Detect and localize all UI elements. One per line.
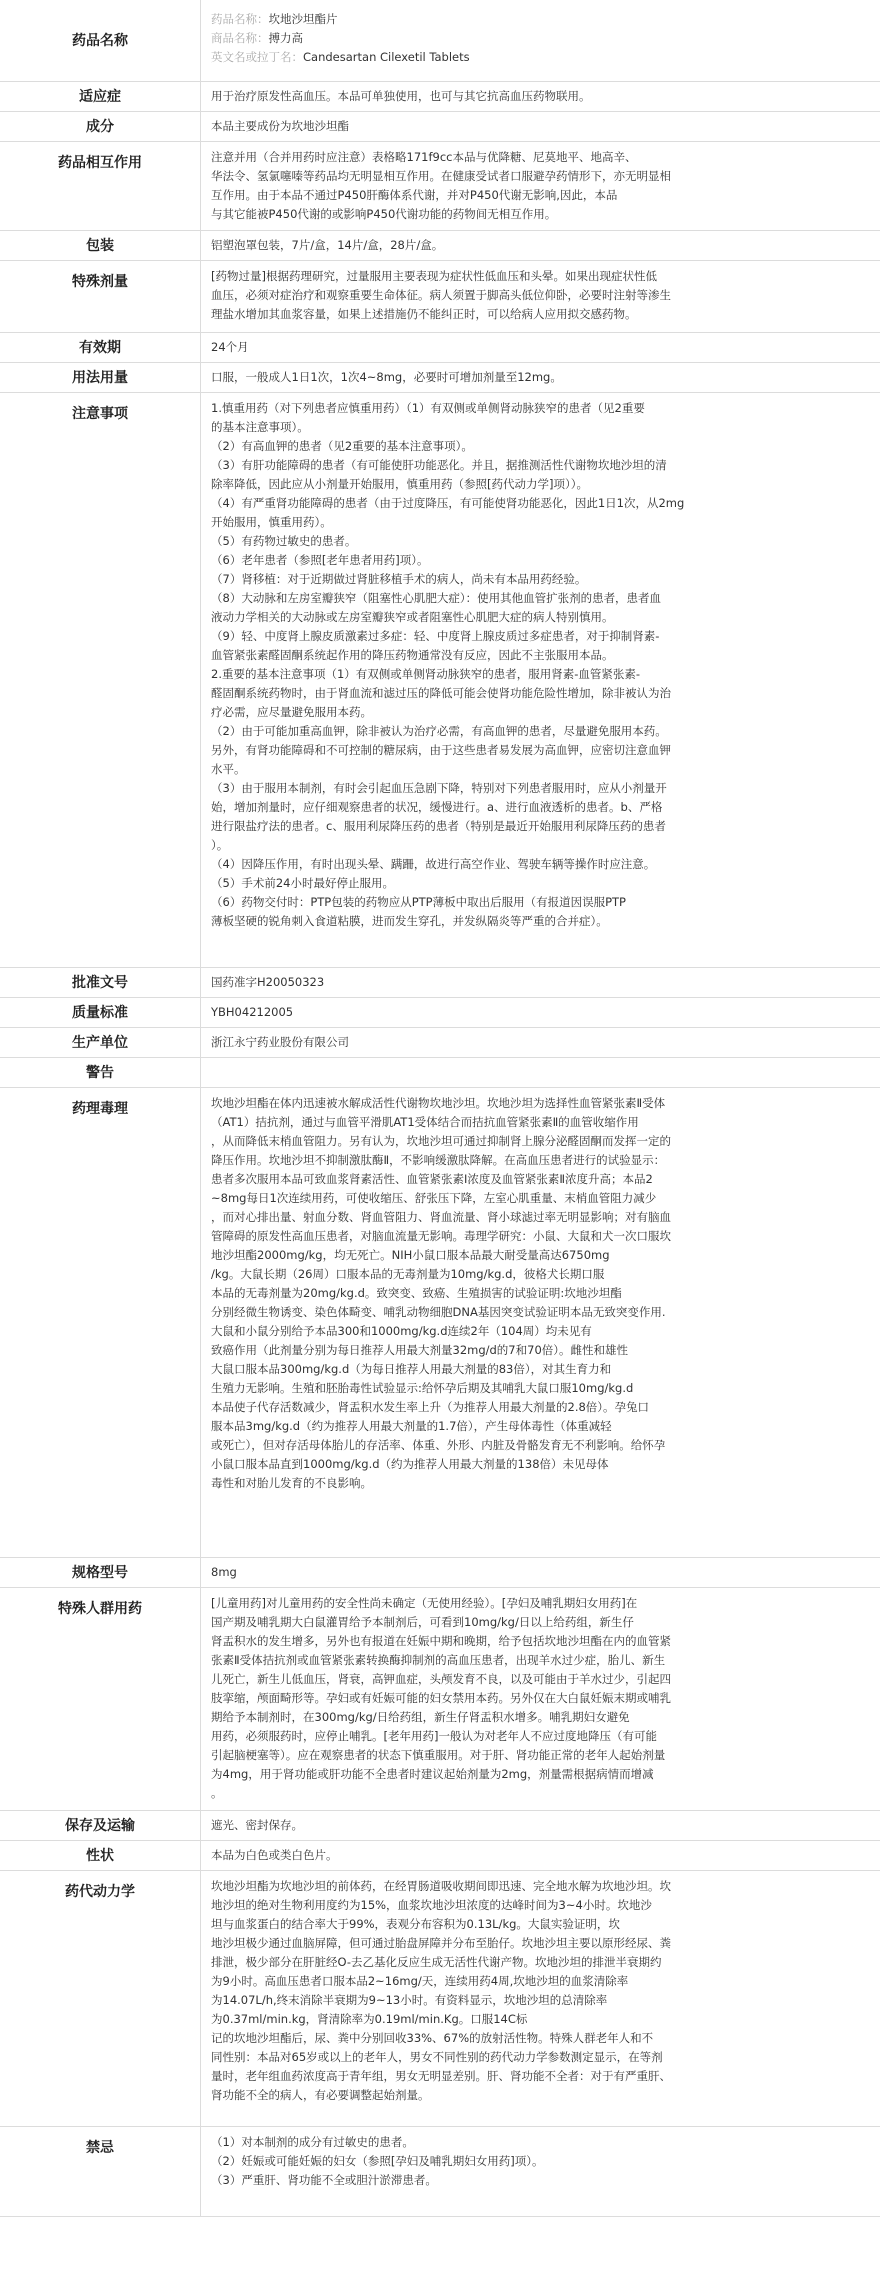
- row-content: [201, 0, 880, 81]
- content-line: 本品使子代存活数减少，肾盂积水发生率上升（为推荐人用最大剂量的2.8倍）。孕兔口: [211, 1399, 650, 1414]
- row-expiry: [0, 332, 880, 362]
- content-line: （4）有严重肾功能障碍的患者（由于过度降压，有可能使肾功能恶化，因此1日1次，从2mg: [211, 495, 685, 510]
- content-line: [药物过量]根据药理研究，过量服用主要表现为症状性低血压和头晕。如果出现症状性低: [211, 268, 657, 283]
- content-line: 除率降低，因此应从小剂量开始服用，慎重用药（参照[药代动力学]项））。: [211, 476, 588, 491]
- row-quality-standard: [0, 997, 880, 1027]
- row-content: [201, 997, 880, 1027]
- row-label: 特殊剂量: [0, 260, 201, 332]
- content-line: 为0.37ml/min.kg，肾清除率为0.19ml/min.Kg。口服14C标: [211, 2011, 528, 2026]
- content-line: ，而对心排出量、射血分数、肾血管阻力、肾血流量、肾小球滤过率无明显影响；对有脑血: [211, 1209, 671, 1224]
- row-label: 保存及运输: [0, 1810, 201, 1840]
- row-pharmacokinetics: [0, 1870, 880, 2126]
- row-content: [201, 230, 880, 260]
- content-line: 国药准字H20050323: [211, 974, 325, 989]
- row-content: [201, 1087, 880, 1557]
- content-line: （2）有高血钾的患者（见2重要的基本注意事项）。: [211, 438, 473, 453]
- content-line: 进行限盐疗法的患者。c、服用利尿降压药的患者（特别是最近开始服用利尿降压药的患者: [211, 818, 666, 833]
- row-content: [201, 260, 880, 332]
- content-line: （4）因降压作用，有时出现头晕、蹒跚，故进行高空作业、驾驶车辆等操作时应注意。: [211, 856, 656, 871]
- row-warning: [0, 1057, 880, 1087]
- content-line: 国产期及哺乳期大白鼠灌胃给予本制剂后，可看到10mg/kg/日以上给药组，新生仔: [211, 1614, 634, 1629]
- content-line: （2）妊娠或可能妊娠的妇女（参照[孕妇及哺乳期妇女用药]项）。: [211, 2153, 544, 2168]
- row-appearance: [0, 1840, 880, 1870]
- content-line: 薄板坚硬的锐角刺入食道粘膜，进而发生穿孔，并发纵隔炎等严重的合并症）。: [211, 913, 608, 928]
- trade-name-line: [211, 29, 866, 48]
- content-line: 为9小时。高血压患者口服本品2~16mg/天，连续用药4周,坎地沙坦的血浆清除率: [211, 1973, 629, 1988]
- content-line: 24个月: [211, 339, 249, 354]
- content-line: 期给予本制剂时，在300mg/kg/日给药组，新生仔肾盂积水增多。哺乳期妇女避免: [211, 1709, 630, 1724]
- content-line: （8）大动脉和左房室瓣狭窄（阻塞性心肌肥大症）：使用其他血管扩张剂的患者，患者血: [211, 590, 662, 605]
- content-line: 用药，必须服药时，应停止哺乳。[老年用药]一般认为对老年人不应过度地降压（有可能: [211, 1728, 657, 1743]
- content-line: 用于治疗原发性高血压。本品可单独使用，也可与其它抗高血压药物联用。: [211, 88, 591, 103]
- row-specification: [0, 1557, 880, 1587]
- content-line: （9）轻、中度肾上腺皮质激素过多症：轻、中度肾上腺皮质过多症患者，对于抑制肾素-: [211, 628, 660, 643]
- content-line: 服本品3mg/kg.d（约为推荐人用最大剂量的1.7倍），产生母体毒性（体重减轻: [211, 1418, 612, 1433]
- content-line: 本品为白色或类白色片。: [211, 1847, 338, 1862]
- content-line: 醛固酮系统药物时，由于肾血流和滤过压的降低可能会使肾功能危险性增加，除非被认为治: [211, 685, 671, 700]
- row-content: [201, 362, 880, 392]
- row-manufacturer: [0, 1027, 880, 1057]
- row-content: [201, 332, 880, 362]
- row-ingredients: [0, 111, 880, 141]
- row-label: 包装: [0, 230, 201, 260]
- content-line: 与其它能被P450代谢的或影响P450代谢功能的药物间无相互作用。: [211, 206, 557, 221]
- row-storage: [0, 1810, 880, 1840]
- content-line: 水平。: [211, 761, 246, 776]
- content-line: 地沙坦的绝对生物利用度约为15%，血浆坎地沙坦浓度的达峰时间为3~4小时。坎地沙: [211, 1897, 652, 1912]
- content-line: （3）严重肝、肾功能不全或胆汁淤滞患者。: [211, 2172, 437, 2187]
- trade-name-value: 搏力高: [268, 31, 303, 45]
- content-line: 坎地沙坦酯在体内迅速被水解成活性代谢物坎地沙坦。坎地沙坦为选择性血管紧张素Ⅱ受体: [211, 1095, 666, 1110]
- row-content: [201, 81, 880, 111]
- row-overdose: [0, 260, 880, 332]
- content-line: 8mg: [211, 1564, 237, 1579]
- row-content: [201, 141, 880, 230]
- content-line: （2）由于可能加重高血钾，除非被认为治疗必需，有高血钾的患者，尽量避免服用本药。: [211, 723, 667, 738]
- row-package: [0, 230, 880, 260]
- content-line: 管障碍的原发性高血压患者，对脑血流量无影响。毒理学研究：小鼠、大鼠和犬一次口服坎: [211, 1228, 671, 1243]
- row-label: 药理毒理: [0, 1087, 201, 1557]
- content-line: 大鼠和小鼠分别给予本品300和1000mg/kg.d连续2年（104周）均未见有: [211, 1323, 592, 1338]
- row-indications: [0, 81, 880, 111]
- content-line: 为4mg，用于肾功能或肝功能不全患者时建议起始剂量为2mg，剂量需根据病情而增减: [211, 1766, 654, 1781]
- content-line: 或死亡），但对存活母体胎儿的存活率、体重、外形、内脏及骨骼发育无不利影响。给怀孕: [211, 1437, 666, 1452]
- content-line: 地沙坦酯2000mg/kg，均无死亡。NIH小鼠口服本品最大耐受量高达6750mg: [211, 1247, 610, 1262]
- content-line: 血压，必须对症治疗和观察重要生命体征。病人须置于脚高头低位仰卧，必要时注射等渗生: [211, 287, 671, 302]
- content-line: 引起脑梗塞等）。应在观察患者的状态下慎重服用。对于肝、肾功能正常的老年人起始剂量: [211, 1747, 666, 1762]
- content-line: （3）有肝功能障碍的患者（有可能使肝功能恶化。并且，据推测活性代谢物坎地沙坦的清: [211, 457, 667, 472]
- row-content: [201, 1870, 880, 2126]
- content-line: 量时，老年组血药浓度高于青年组，男女无明显差别。肝、肾功能不全者：对于有严重肝、: [211, 2068, 671, 2083]
- content-line: 分别经微生物诱变、染色体畸变、哺乳动物细胞DNA基因突变试验证明本品无致突变作用.: [211, 1304, 666, 1319]
- content-line: 患者多次服用本品可致血浆肾素活性、血管紧张素Ⅰ浓度及血管紧张素Ⅱ浓度升高；本品2: [211, 1171, 653, 1186]
- content-line: 毒性和对胎儿发育的不良影响。: [211, 1475, 372, 1490]
- row-label: 生产单位: [0, 1027, 201, 1057]
- row-label: 禁忌: [0, 2126, 201, 2216]
- content-line: 降压作用。坎地沙坦不抑制激肽酶Ⅱ，不影响缓激肽降解。在高血压患者进行的试验显示：: [211, 1152, 666, 1167]
- row-pharmacology: [0, 1087, 880, 1557]
- content-line: 。: [211, 1785, 223, 1800]
- row-content: [201, 111, 880, 141]
- content-line: 口服，一般成人1日1次，1次4~8mg，必要时可增加剂量至12mg。: [211, 369, 562, 384]
- row-approval-number: [0, 967, 880, 997]
- generic-name-key: 药品名称：: [211, 12, 269, 26]
- content-line: /kg。大鼠长期（26周）口服本品的无毒剂量为10mg/kg.d，彼格犬长期口服: [211, 1266, 605, 1281]
- row-label: 特殊人群用药: [0, 1587, 201, 1810]
- content-line: 致癌作用（此剂量分别为每日推荐人用最大剂量32mg/d的7和70倍）。雌性和雄性: [211, 1342, 629, 1357]
- content-line: 理盐水增加其血浆容量，如果上述措施仍不能纠正时，可以给病人应用拟交感药物。: [211, 306, 637, 321]
- row-label: 药代动力学: [0, 1870, 201, 2126]
- content-line: （AT1）拮抗剂，通过与血管平滑肌AT1受体结合而拮抗血管紧张素Ⅱ的血管收缩作用: [211, 1114, 639, 1129]
- row-contraindications: [0, 2126, 880, 2216]
- row-label: 药品名称: [0, 0, 201, 81]
- content-line: 互作用。由于本品不通过P450肝酶体系代谢，并对P450代谢无影响,因此，本品: [211, 187, 618, 202]
- content-line: 铝塑泡罩包装，7片/盒，14片/盒，28片/盒。: [211, 237, 444, 252]
- row-label: 注意事项: [0, 392, 201, 967]
- content-line: 排泄，极少部分在肝脏经O-去乙基化反应生成无活性代谢产物。坎地沙坦的排泄半衰期约: [211, 1954, 662, 1969]
- row-content: [201, 1557, 880, 1587]
- row-precautions: [0, 392, 880, 967]
- row-label: 质量标准: [0, 997, 201, 1027]
- content-line: （6）药物交付时：PTP包装的药物应从PTP薄板中取出后服用（有报道因误服PTP: [211, 894, 626, 909]
- row-label: 性状: [0, 1840, 201, 1870]
- row-label: 成分: [0, 111, 201, 141]
- content-line: 张素Ⅱ受体拮抗剂或血管紧张素转换酶抑制剂的高血压患者，出现羊水过少症，胎儿、新生: [211, 1652, 666, 1667]
- row-drug-name: [0, 0, 880, 81]
- row-interactions: [0, 141, 880, 230]
- row-dosage: [0, 362, 880, 392]
- content-line: 注意并用（合并用药时应注意）表格略171f9cc本品与优降糖、尼莫地平、地高辛、: [211, 149, 637, 164]
- content-line: 肾功能不全的病人，有必要调整起始剂量。: [211, 2087, 430, 2102]
- content-line: 本品主要成份为坎地沙坦酯: [211, 118, 349, 133]
- content-line: 液动力学相关的大动脉或左房室瓣狭窄或者阻塞性心肌肥大症的病人特别慎用。: [211, 609, 614, 624]
- content-line: ）。: [211, 837, 229, 852]
- content-line: （7）肾移植：对于近期做过肾脏移植手术的病人，尚未有本品用药经验。: [211, 571, 587, 586]
- content-line: 为14.07L/h,终末消除半衰期为9~13小时。有资料显示，坎地沙坦的总清除率: [211, 1992, 608, 2007]
- content-line: 另外，有肾功能障碍和不可控制的糖尿病，由于这些患者易发展为高血钾，应密切注意血钾: [211, 742, 671, 757]
- content-line: ~8mg每日1次连续用药，可使收缩压、舒张压下降，左室心肌重量、末梢血管阻力减少: [211, 1190, 657, 1205]
- content-line: 始，增加剂量时，应仔细观察患者的状况，缓慢进行。a、进行血液透析的患者。b、严格: [211, 799, 663, 814]
- content-line: 遮光、密封保存。: [211, 1817, 303, 1832]
- row-content: [201, 2126, 880, 2216]
- row-content: [201, 1840, 880, 1870]
- row-label: 有效期: [0, 332, 201, 362]
- content-line: 坎地沙坦酯为坎地沙坦的前体药，在经胃肠道吸收期间即迅速、完全地水解为坎地沙坦。坎: [211, 1878, 671, 1893]
- row-content: [201, 1027, 880, 1057]
- content-line: 同性别：本品对65岁或以上的老年人，男女不同性别的药代动力学参数测定显示，在等剂: [211, 2049, 663, 2064]
- content-line: 浙江永宁药业股份有限公司: [211, 1034, 349, 1049]
- content-line: 生殖力无影响。生殖和胚胎毒性试验显示:给怀孕后期及其哺乳大鼠口服10mg/kg.d: [211, 1380, 634, 1395]
- trade-name-key: 商品名称：: [211, 31, 269, 45]
- row-content: [201, 1587, 880, 1810]
- row-label: 规格型号: [0, 1557, 201, 1587]
- generic-name-value: 坎地沙坦酯片: [268, 12, 338, 26]
- content-line: 肢挛缩，颅面畸形等。孕妇或有妊娠可能的妇女禁用本药。另外仅在大白鼠妊娠末期或哺乳: [211, 1690, 671, 1705]
- row-label: 用法用量: [0, 362, 201, 392]
- row-content: [201, 967, 880, 997]
- content-line: （5）有药物过敏史的患者。: [211, 533, 357, 548]
- content-line: （5）手术前24小时最好停止服用。: [211, 875, 394, 890]
- content-line: 的基本注意事项）。: [211, 419, 309, 434]
- content-line: 本品的无毒剂量为20mg/kg.d。致突变、致癌、生殖损害的试验证明:坎地沙坦酯: [211, 1285, 622, 1300]
- row-label: 警告: [0, 1057, 201, 1087]
- english-name-line: [211, 48, 866, 67]
- english-name-key: 英文名或拉丁名：: [211, 50, 303, 64]
- content-line: 记的坎地沙坦酯后，尿、粪中分别回收33%、67%的放射活性物。特殊人群老年人和不: [211, 2030, 654, 2045]
- content-line: （6）老年患者（参照[老年患者用药]项）。: [211, 552, 429, 567]
- content-line: 2.重要的基本注意事项（1）有双侧或单侧肾动脉狭窄的患者，服用肾素-血管紧张素-: [211, 666, 641, 681]
- english-name-value: Candesartan Cilexetil Tablets: [303, 50, 470, 64]
- row-label: 药品相互作用: [0, 141, 201, 230]
- content-line: 大鼠口服本品300mg/kg.d（为每日推荐人用最大剂量的83倍），对其生育力和: [211, 1361, 612, 1376]
- content-line: （1）对本制剂的成分有过敏史的患者。: [211, 2134, 414, 2149]
- row-label: 适应症: [0, 81, 201, 111]
- content-line: 小鼠口服本品直到1000mg/kg.d（约为推荐人用最大剂量的138倍）未见母体: [211, 1456, 609, 1471]
- content-line: 儿死亡，新生儿低血压，肾衰，高钾血症，头颅发育不良，以及可能由于羊水过少，引起四: [211, 1671, 671, 1686]
- row-content: [201, 1057, 880, 1087]
- content-line: 地沙坦极少通过血脑屏障，但可通过胎盘屏障并分布至胎仔。坎地沙坦主要以原形经尿、粪: [211, 1935, 671, 1950]
- row-special-populations: [0, 1587, 880, 1810]
- content-line: 血管紧张素醛固酮系统起作用的降压药物通常没有反应，因此不主张服用本品。: [211, 647, 614, 662]
- content-line: YBH04212005: [211, 1004, 294, 1019]
- content-line: 坦与血浆蛋白的结合率大于99%，表观分布容积为0.13L/kg。大鼠实验证明，坎: [211, 1916, 620, 1931]
- row-label: 批准文号: [0, 967, 201, 997]
- content-line: 开始服用，慎重用药）。: [211, 514, 332, 529]
- content-line: 疗必需，应尽量避免服用本药。: [211, 704, 372, 719]
- content-line: 华法令、氢氯噻嗪等药品均无明显相互作用。在健康受试者口服避孕药情形下，亦无明显相: [211, 168, 671, 183]
- row-content: [201, 392, 880, 967]
- content-line: [儿童用药]对儿童用药的安全性尚未确定（无使用经验）。[孕妇及哺乳期妇女用药]在: [211, 1595, 638, 1610]
- row-content: [201, 1810, 880, 1840]
- content-line: ，从而降低末梢血管阻力。另有认为，坎地沙坦可通过抑制肾上腺分泌醛固酮而发挥一定的: [211, 1133, 671, 1148]
- content-line: （3）由于服用本制剂，有时会引起血压急剧下降，特别对下列患者服用时，应从小剂量开: [211, 780, 667, 795]
- generic-name-line: [211, 10, 866, 29]
- content-line: 肾盂积水的发生增多，另外也有报道在妊娠中期和晚期，给予包括坎地沙坦酯在内的血管紧: [211, 1633, 671, 1648]
- content-line: 1.慎重用药（对下列患者应慎重用药）（1）有双侧或单侧肾动脉狭窄的患者（见2重要: [211, 400, 645, 415]
